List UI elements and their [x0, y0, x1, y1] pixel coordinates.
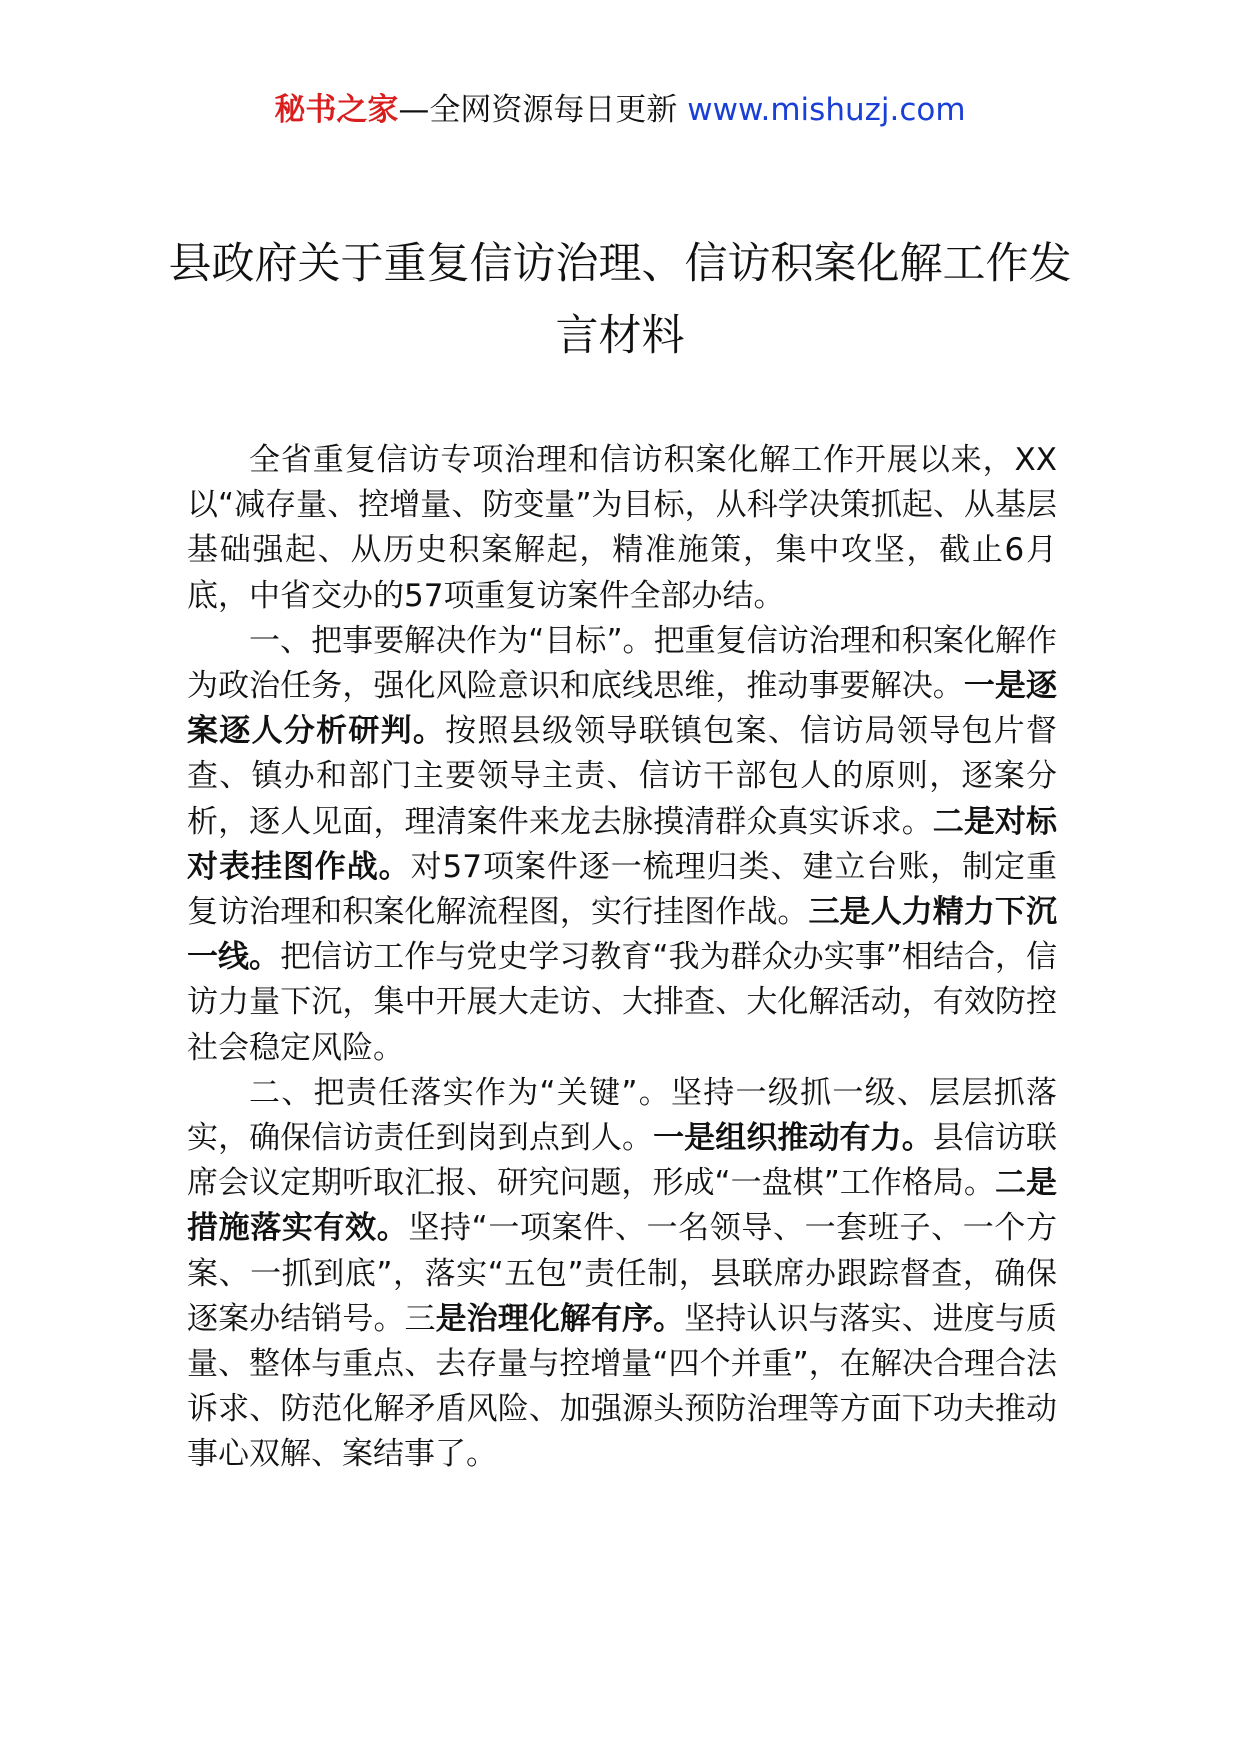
section-two-point-1-text: 县信访联席会议定期听取汇报、研究问题，形成“一盘棋”工作格局。: [187, 1120, 1058, 1202]
section-one-point-2-heading: 二是对标对表挂图作战。: [187, 803, 1058, 885]
section-two-paragraph: [187, 1071, 1057, 1478]
document-body: [187, 438, 1057, 1478]
intro-paragraph: 全省重复信访专项治理和信访积案化解工作开展以来，XX以“减存量、控增量、防变量”为目标，从科学决策抓起、从基层基础强起、从历史积案解起，精准施策，集中攻坚，截止6月底，中省交办的57项重复访案件全部办结。: [187, 442, 1057, 614]
document-title: 县政府关于重复信访治理、信访积案化解工作发言材料: [168, 239, 1072, 361]
site-url[interactable]: www.mishuzj.com: [687, 92, 966, 128]
section-two-point-3-heading: 是治理化解有序。: [435, 1300, 685, 1337]
section-one-paragraph: [187, 619, 1057, 1071]
brand-name: 秘书之家: [274, 92, 399, 128]
section-one-point-1-text: 按照县级领导联镇包案、信访局领导包片督查、镇办和部门主要领导主责、信访干部包人的原则，逐案分析，逐人见面，理清案件来龙去脉摸清群众真实诉求。: [187, 713, 1058, 840]
section-one-point-2-text: 对57项案件逐一梳理归类、建立台账，制定重复访治理和积案化解流程图，实行挂图作战。: [187, 848, 1057, 931]
section-two-point-2-text: 坚持“一项案件、一名领导、一套班子、一个方案、一抓到底”，落实“五包”责任制，县联席办跟踪督查，确保逐案办结销号。三: [187, 1210, 1057, 1337]
section-two-lead: 二、把责任落实作为“关键”。坚持一级抓一级、层层抓落实，确保信访责任到岗到点到人。: [187, 1074, 1057, 1157]
section-one-point-3-heading: 三是人力精力下沉一线。: [187, 894, 1058, 976]
section-two-point-2-heading: 二是措施落实有效。: [187, 1165, 1057, 1247]
site-header: [0, 90, 1240, 130]
section-one-point-3-text: 把信访工作与党史学习教育“我为群众办实事”相结合，信访力量下沉，集中开展大走访、大排查、大化解活动，有效防控社会稳定风险。: [187, 939, 1057, 1066]
section-one-lead: 一、把事要解决作为“目标”。把重复信访治理和积案化解作为政治任务，强化风险意识和底线思维，推动事要解决。: [187, 622, 1057, 705]
section-two-point-3-text: 坚持认识与落实、进度与质量、整体与重点、去存量与控增量“四个并重”，在解决合理合法诉求、防范化解矛盾风险、加强源头预防治理等方面下功夫推动事心双解、案结事了。: [187, 1300, 1058, 1473]
slogan: —全网资源每日更新: [398, 92, 688, 128]
section-one-point-1-heading: 一是逐案逐人分析研判。: [187, 668, 1058, 750]
section-two-point-1-heading: 一是组织推动有力。: [653, 1120, 933, 1157]
